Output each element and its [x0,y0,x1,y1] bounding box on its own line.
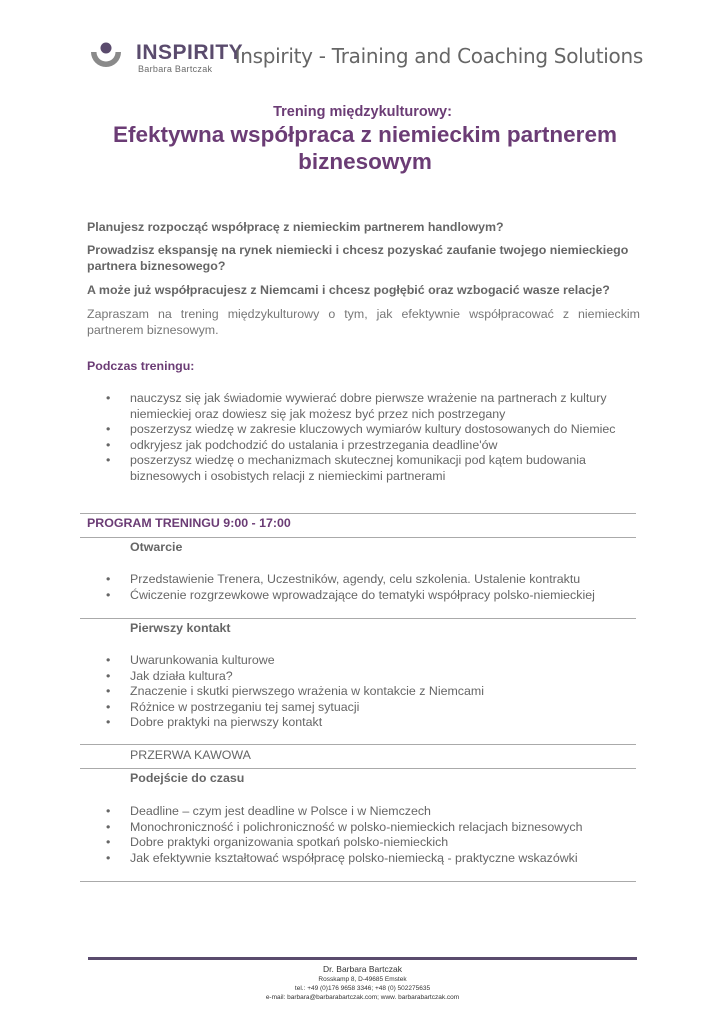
footer-contact: e-mail: barbara@barbarabartczak.com; www. barbarabartczak.com [265,994,460,1001]
page-footer [0,964,725,1002]
list-item: • nauczysz się jak świadomie wywierać dobre pierwsze wrażenie na partnerach z kultury niemieckiej oraz dowiesz się jak możesz być przez nich postrzegany [86,391,646,422]
intro-title: Trening międzykulturowy: [273,104,452,120]
question-2: Prowadzisz ekspansję na rynek niemiecki i chcesz pozyskać zaufanie twojego niemieckiego partnera biznesowego? [87,243,629,273]
list-item: • Dobre praktyki organizowania spotkań polsko-niemieckich [86,835,646,851]
section-title-otwarcie: Otwarcie [130,540,183,554]
footer-phone: tel.: +49 (0)176 9658 3346; +48 (0) 502275635 [294,985,431,992]
coffee-break-label: PRZERWA KAWOWA [130,748,251,762]
program-heading: PROGRAM TRENINGU 9:00 - 17:00 [87,516,291,530]
list-item: • poszerzysz wiedzę o mechanizmach skutecznej komunikacji pod kątem budowania biznesowych i osobistych relacji z niemieckimi partnerami [86,453,646,484]
otwarcie-list [86,572,646,603]
invitation-paragraph: Zapraszam na trening międzykulturowy o tym, jak efektywnie współpracować z niemieckim partnerem biznesowym. [87,307,640,337]
page-header [88,40,643,80]
divider [80,744,636,745]
list-item: • Ćwiczenie rozgrzewkowe wprowadzające do tematyki współpracy polsko-niemieckiej [86,588,646,604]
header-tagline: Inspirity - Training and Coaching Solutions [234,44,643,68]
divider [80,618,636,619]
list-item: • Jak efektywnie kształtować współpracę polsko-niemiecką - praktyczne wskazówki [86,851,646,867]
list-item: • Przedstawienie Trenera, Uczestników, agendy, celu szkolenia. Ustalenie kontraktu [86,572,646,588]
question-3: A może już współpracujesz z Niemcami i chcesz pogłębić oraz wzbogacić wasze relacje? [87,283,610,297]
logo-mark-icon [88,42,124,74]
list-item: • Monochroniczność i polichroniczność w polsko-niemieckich relacjach biznesowych [86,820,646,836]
during-heading: Podczas treningu: [87,359,195,373]
divider [80,881,636,882]
list-item: • odkryjesz jak podchodzić do ustalania i przestrzegania deadline'ów [86,438,646,454]
list-item: • Różnice w postrzeganiu tej samej sytuacji [86,700,646,716]
during-list [86,391,646,484]
footer-rule [88,957,637,960]
section-title-pierwszy-kontakt: Pierwszy kontakt [130,621,231,635]
section-title-podejscie-do-czasu: Podejście do czasu [130,771,245,785]
logo-text: INSPIRITY [136,41,244,64]
list-item: • Jak działa kultura? [86,669,646,685]
divider [80,537,636,538]
list-item: • Znaczenie i skutki pierwszego wrażenia w kontakcie z Niemcami [86,684,646,700]
pierwszy-kontakt-list [86,653,646,731]
logo-subtitle: Barbara Bartczak [138,64,213,74]
main-title: Efektywna współpraca z niemieckim partnerem biznesowym [113,122,617,174]
footer-name: Dr. Barbara Bartczak [323,964,402,974]
divider [80,768,636,769]
divider [80,513,636,514]
list-item: • Dobre praktyki na pierwszy kontakt [86,715,646,731]
podejscie-list [86,804,646,866]
list-item: • poszerzysz wiedzę w zakresie kluczowych wymiarów kultury dostosowanych do Niemiec [86,422,646,438]
footer-address: Rosskamp 8, D-49685 Emstek [318,976,407,983]
question-1: Planujesz rozpocząć współpracę z niemieckim partnerem handlowym? [87,220,504,234]
list-item: • Deadline – czym jest deadline w Polsce i w Niemczech [86,804,646,820]
list-item: • Uwarunkowania kulturowe [86,653,646,669]
inspirity-logo [88,40,248,76]
